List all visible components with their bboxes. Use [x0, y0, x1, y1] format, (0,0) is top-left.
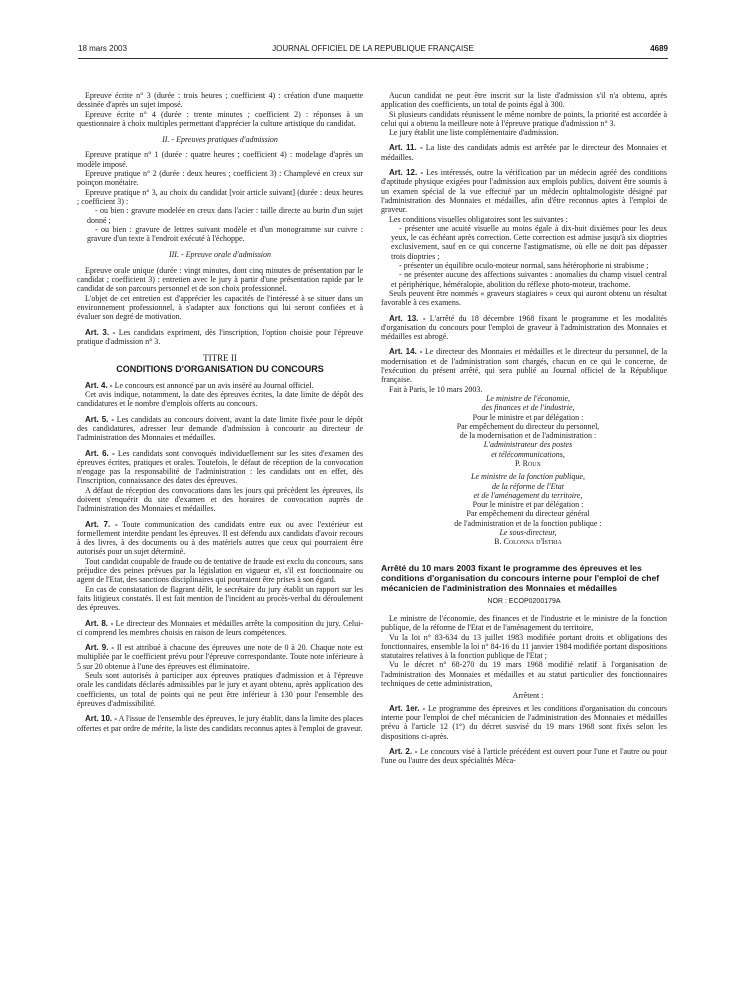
article-text: Le concours est annoncé par un avis inséré au Journal officiel.: [114, 380, 314, 390]
article-text: Toute communication des candidats entre eux ou avec l'extérieur est formellement interdite pendant les épreuves. Il est défendu aux candidats d'avoir recours à des livres, à des documents ou à des matériels autres que ceux qui pourraient être autorisés pour un sujet déterminé.: [77, 519, 363, 557]
article-text: Il est attribué à chacune des épreuves une note de 0 à 20. Chaque note est multipliée par le coefficient prévu pour l'épreuve correspondante. Toute note inférieure à 5 sur 20 obtenue à l'une des épreuves est éliminatoire.: [77, 643, 364, 671]
signature-place-date: Fait à Paris, le 10 mars 2003.: [389, 384, 483, 394]
article-label: Art. 5. -: [85, 414, 115, 424]
paragraph: L'objet de cet entretien est d'apprécier les capacités de l'intéressé à se situer dans un environnement professionnel, à s'adapter aux fonctions qui lui seront confiées et à évaluer son degré de motivation.: [77, 293, 363, 322]
list-item: - ne présenter aucune des affections suivantes : anomalies du champ visuel central et périphérique, héméralopie, abolition du réflexe photo-moteur, trachome.: [391, 270, 667, 289]
titre-heading: TITRE II: [203, 353, 237, 364]
paragraph: Epreuve pratique n° 1 (durée : quatre heures ; coefficient 4) : modelage d'après un modèle imposé.: [77, 150, 363, 169]
article-text: Les candidats sont convoqués individuellement sur les sites d'examen des épreuves écrites, pratiques et orales. Toutefois, le défaut de réception de la convocation n'engage pas la responsabilité de l'administration : les candidats ont en effet, dès l'inscription, connaissance des dates des épreuves.: [77, 448, 364, 486]
journal-title: JOURNAL OFFICIEL DE LA REPUBLIQUE FRANÇAISE: [272, 44, 474, 53]
article-text: Le concours visé à l'article précédent est ouvert pour l'une et l'autre ou pour l'une ou l'autre des deux spécialités Méca-: [381, 746, 667, 766]
paragraph: Epreuve écrite n° 4 (durée : trente minutes ; coefficient 2) : réponses à un questionnaire à choix multiples permettant d'apprécier la culture artistique du candidat.: [77, 109, 363, 128]
signatory-name: B. Colonna d'Istria: [494, 537, 562, 547]
article-5: [77, 415, 363, 443]
article-label: Art. 2. -: [389, 746, 418, 756]
article-14: [381, 347, 667, 384]
article-text: Le directeur des Monnaies et médailles arrête la composition du jury. Celui-ci comprend les membres choisis en raison de leurs compétences.: [77, 618, 363, 637]
signature-line: L'administrateur des postes: [483, 440, 573, 450]
article-label: Art. 7. -: [85, 519, 118, 529]
list-item: - présenter un équilibre oculo-moteur normal, sans hétérophorie ni strabisme ;: [399, 261, 649, 271]
article-8: [77, 619, 363, 638]
paragraph: Seuls peuvent être nommés « graveurs stagiaires » ceux qui auront obtenu un résultat favorable à ces examens.: [381, 288, 667, 308]
article-12: [381, 168, 667, 214]
paragraph: Tout candidat coupable de fraude ou de tentative de fraude est exclu du concours, sans préjudice des peines prévues par la législation en vigueur et, s'il est fonctionnaire ou agent de l'Etat, des sanctions disciplinaires qui pourraient être prises à son égard.: [77, 556, 363, 585]
article-text: Le directeur des Monnaies et médailles et le directeur du personnel, de la modernisation et de l'administration sont chargés, chacun en ce qui le concerne, de l'exécution du présent arrêté, qui sera publié au Journal officiel de la République française.: [381, 347, 667, 385]
paragraph: Seuls sont autorisés à participer aux épreuves pratiques d'admission et à l'épreuve orale les candidats déclarés admissibles par le jury et ayant obtenu, après application des coefficients, un total de points qui ne peut être inférieur à 130 pour l'ensemble des épreuves d'admissibilité.: [77, 671, 363, 708]
article-label: Art. 1er. -: [389, 703, 426, 713]
list-item: - présenter une acuité visuelle au moins égale à dix-huit dixièmes pour les deux yeux, le cas échéant après correction. Cette correction est admise jusqu'à six dioptries exclusivement, sauf en ce qui concerne l'astigmatisme, où elle ne doit pas dépasser trois dioptries ;: [391, 223, 667, 261]
paragraph: Epreuve pratique n° 2 (durée : deux heures ; coefficient 3) : Champlevé en creux sur poinçon monétaire.: [77, 169, 363, 188]
signatory-name: P. Roux: [515, 458, 541, 468]
article-label: Art. 12. -: [389, 168, 424, 178]
signature-line: de la modernisation et de l'administration :: [459, 431, 597, 441]
issue-date: 18 mars 2003: [78, 44, 127, 53]
signature-line: et télécommunications,: [491, 449, 565, 459]
article-text: L'arrêté du 18 décembre 1968 fixant le programme et les modalités d'organisation du concours pour l'emploi de graveur à l'administration des Monnaies et médailles est abrogé.: [381, 313, 668, 342]
paragraph: Si plusieurs candidats réunissent le même nombre de points, la priorité est accordée à celui qui a obtenu la meilleure note à l'épreuve pratique d'admission n° 3.: [381, 109, 667, 128]
list-item: - ou bien : gravure modelée en creux dans l'acier : taille directe au burin d'un sujet donné ;: [87, 206, 363, 225]
signature-line: Le ministre de l'économie,: [485, 393, 571, 403]
article-9: [77, 643, 363, 671]
signature-line: Par empêchement du directeur du personnel,: [456, 421, 600, 431]
article-3: [77, 328, 363, 347]
right-column: [381, 91, 667, 765]
paragraph: Epreuve pratique n° 3, au choix du candidat [voir article suivant] (durée : deux heures ; coefficient 3) :: [77, 187, 363, 206]
signature-block-1: [381, 394, 667, 468]
section-heading: III. - Epreuve orale d'admission: [168, 250, 272, 260]
page-header: [78, 44, 668, 58]
paragraph: Vu le décret n° 68-270 du 19 mars 1968 modifié relatif à l'organisation de l'administration des Monnaies et médailles et au statut particulier des fonctionnaires techniques de cette administration,: [381, 660, 667, 689]
signature-line: Pour le ministre et par délégation :: [472, 412, 584, 422]
paragraph: En cas de constatation de flagrant délit, le secrétaire du jury établit un rapport sur les faits litigieux constatés. Il est fait mention de l'incident au procès-verbal du déroulement des épreuves.: [77, 584, 363, 613]
article-text: Les candidats au concours doivent, avant la date limite fixée pour le dépôt des candidatures, adresser leur demande d'admission à concourir au directeur de l'administration des Monnaies et médailles.: [77, 414, 364, 443]
paragraph: Aucun candidat ne peut être inscrit sur la liste d'admission s'il n'a obtenu, après application des coefficients, un total de points égal à 300.: [381, 91, 667, 110]
titre-subheading: CONDITIONS D'ORGANISATION DU CONCOURS: [116, 364, 324, 375]
article-text: Les candidats expriment, dès l'inscription, l'option choisie pour l'épreuve pratique d'admission n° 3.: [77, 327, 364, 346]
article-label: Art. 10. -: [85, 714, 118, 724]
article-7: [77, 520, 363, 557]
paragraph: Epreuve écrite n° 3 (durée : trois heures ; coefficient 4) : création d'une maquette dessinée d'après un sujet imposé.: [77, 91, 363, 110]
article-6: [77, 449, 363, 486]
article-text: La liste des candidats admis est arrêtée par le directeur des Monnaies et médailles.: [381, 143, 668, 162]
left-column: [77, 91, 363, 733]
signature-line: Pour le ministre et par délégation :: [472, 500, 584, 510]
article-label: Art. 6. -: [85, 448, 115, 458]
paragraph: Cet avis indique, notamment, la date des épreuves écrites, la date limite de dépôt des candidatures et le nombre d'emplois offerts au concours.: [77, 390, 363, 409]
article-label: Art. 3. -: [85, 327, 116, 337]
signature-line: et de l'aménagement du territoire,: [473, 490, 583, 500]
signature-line: de l'administration et de la fonction publique :: [454, 518, 602, 528]
paragraph: A défaut de réception des convocations dans les jours qui précèdent les épreuves, ils doivent s'enquérir du site d'examen et des horaires de convocation auprès de l'administration des Monnaies et médailles.: [77, 485, 363, 514]
signature-block-2: [381, 472, 667, 546]
article-label: Art. 14. -: [389, 347, 423, 357]
nor-reference: NOR : ECOP0200179A: [487, 597, 561, 605]
paragraph: Vu la loi n° 83-634 du 13 juillet 1983 modifiée portant droits et obligations des fonctionnaires, ensemble la loi n° 84-16 du 11 janvier 1984 modifiée portant dispositions statutaires relatives à la fonction publique de l'Etat ;: [381, 632, 667, 661]
article-label: Art. 4. -: [85, 380, 113, 390]
section-heading: II. - Epreuves pratiques d'admission: [162, 135, 278, 145]
article-label: Art. 13. -: [389, 313, 426, 323]
article-label: Art. 8. -: [85, 618, 114, 628]
signature-line: Le ministre de la fonction publique,: [471, 472, 585, 482]
paragraph: Epreuve orale unique (durée : vingt minutes, dont cinq minutes de présentation par le candidat ; coefficient 3) : entretien avec le jury à partir d'une présentation rapide par le candidat de son parcours personnel et de son choix professionnel.: [77, 265, 363, 294]
article-2: [381, 747, 667, 766]
paragraph: Le jury établit une liste complémentaire d'admission.: [389, 128, 559, 138]
article-label: Art. 11. -: [389, 143, 423, 153]
signature-line: Par empêchement du directeur général: [466, 509, 590, 519]
article-4: [77, 381, 363, 390]
article-text: Le programme des épreuves et les conditions d'organisation du concours interne pour l'emploi de chef mécanicien de l'administration des Monnaies et médailles prévu à l'article 12 (1°) du décret susvisé du 19 mars 1968 sont fixés selon les dispositions ci-après.: [381, 703, 667, 741]
article-text: A l'issue de l'ensemble des épreuves, le jury établit, dans la limite des places offertes et par ordre de mérite, la liste des candidats reconnus aptes à l'emploi de graveur.: [77, 714, 363, 733]
paragraph: Le ministre de l'économie, des finances et de l'industrie et le ministre de la fonction publique, de la réforme de l'Etat et de l'aménagement du territoire,: [381, 613, 667, 633]
page-number: 4689: [650, 44, 668, 53]
article-text: Les intéressés, outre la vérification par un médecin agréé des conditions d'aptitude physique exigées pour l'admission aux emplois publics, doivent être soumis à un examen spécial de la vue effectué par un médecin ophtalmologiste désigné par l'administration des Monnaies et médailles, afin d'être reconnus aptes à l'emploi de graveur.: [381, 168, 668, 215]
signature-line: Le sous-directeur,: [499, 528, 557, 538]
paragraph: Les conditions visuelles obligatoires sont les suivantes :: [389, 214, 568, 224]
article-10: [77, 714, 363, 733]
article-1: [381, 704, 667, 741]
list-item: - ou bien : gravure de lettres suivant modèle et d'un monogramme sur cuivre : gravure d'un texte à l'endroit exécuté à l'échoppe.: [87, 224, 363, 244]
article-label: Art. 9. -: [85, 643, 115, 653]
arrete-title: Arrêté du 10 mars 2003 fixant le programme des épreuves et les conditions d'organisation du concours interne pour l'emploi de chef mécanicien de l'administration des Monnaies et médailles: [381, 562, 660, 593]
article-11: [381, 143, 667, 162]
signature-line: des finances et de l'industrie,: [481, 403, 575, 413]
signature-line: de la réforme de l'Etat: [492, 481, 564, 491]
article-13: [381, 314, 667, 342]
arretent: Arrêtent :: [512, 691, 544, 701]
header-rule: [78, 58, 668, 59]
